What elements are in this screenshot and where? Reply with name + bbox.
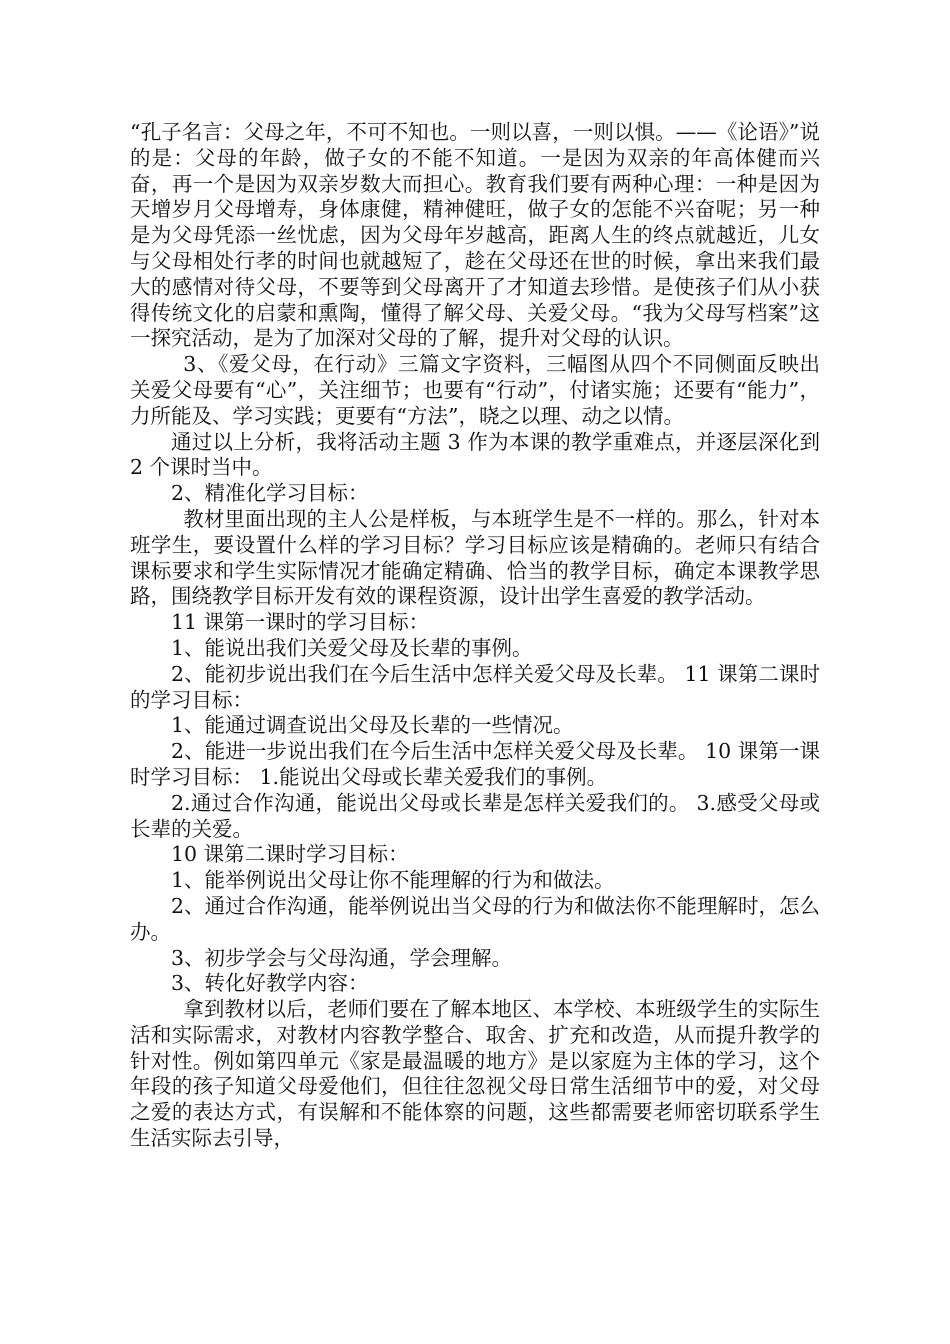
paragraph-love-parents-action: 3、《爱父母，在行动》三篇文字资料，三幅图从四个不同侧面反映出关爱父母要有“心”，关注细节；也要有“行动”，付诸实施；还要有“能力”，力所能及、学习实践；更要有“方法”，晓之以理、动之以情。: [130, 352, 820, 428]
paragraph-analysis-summary: 通过以上分析，我将活动主题 3 作为本课的教学重难点，并逐层深化到 2 个课时当中。: [130, 429, 820, 480]
heading-transform-content: 3、转化好教学内容：: [171, 971, 369, 996]
paragraph-confucius-quote: “孔子名言：父母之年，不可不知也。一则以喜，一则以惧。——《论语》”说的是：父母的年龄，做子女的不能不知道。一是因为双亲的年高体健而兴奋，再一个是因为双亲岁数大而担心。教育我们要有两种心理：一种是因为天增岁月父母增寿，身体康健，精神健旺，做子女的怎能不兴奋呢；另一种是为父母凭添一丝忧虑，因为父母年岁越高，距离人生的终点就越近，儿女与父母相处行孝的时间也就越短了，趁在父母还在世的时候，拿出来我们最大的感情对待父母，不要等到父母离开了才知道去珍惜。是使孩子们从小获得传统文化的启蒙和熏陶，懂得了解父母、关爱父母。“我为父母写档案”这一探究活动，是为了加深对父母的了解，提升对父母的认识。: [130, 120, 820, 351]
paragraph-goals-explanation: 教材里面出现的主人公是样板，与本班学生是不一样的。那么，针对本班学生，要设置什么样的学习目标？学习目标应该是精确的。老师只有结合课标要求和学生实际情况才能确定精确、恰当的教学目标，确定本课教学思路，围绕教学目标开发有效的课程资源，设计出学生喜爱的教学活动。: [130, 506, 820, 609]
list-item-goal: 2.通过合作沟通，能说出父母或长辈是怎样关爱我们的。 3.感受父母或长辈的关爱。: [130, 790, 820, 841]
list-item-goal: 2、能进一步说出我们在今后生活中怎样关爱父母及长辈。 10 课第一课时学习目标： 1.能说出父母或长辈关爱我们的事例。: [130, 739, 820, 789]
list-item-goal: 2、能初步说出我们在今后生活中怎样关爱父母及长辈。 11 课第二课时的学习目标：: [130, 661, 820, 712]
heading-lesson11-period1: 11 课第一课时的学习目标：: [171, 610, 430, 635]
list-item-goal: 1、能举例说出父母让你不能理解的行为和做法。: [171, 868, 615, 893]
document-body: [130, 120, 820, 1152]
list-item-goal: 1、能说出我们关爱父母及长辈的事例。: [171, 635, 533, 660]
heading-precise-goals: 2、精准化学习目标：: [171, 481, 369, 506]
list-item-goal: 2、通过合作沟通，能举例说出当父母的行为和做法你不能理解时，怎么办。: [130, 893, 820, 944]
paragraph-textbook-adaptation: 拿到教材以后，老师们要在了解本地区、本学校、本班级学生的实际生活和实际需求，对教材内容教学整合、取舍、扩充和改造，从而提升教学的针对性。例如第四单元《家是最温暖的地方》是以家庭为主体的学习，这个年段的孩子知道父母爱他们，但往往忽视父母日常生活细节中的爱，对父母之爱的表达方式，有误解和不能体察的问题，这些都需要老师密切联系学生生活实际去引导，: [130, 997, 820, 1151]
heading-lesson10-period2: 10 课第二课时学习目标：: [171, 842, 409, 867]
list-item-goal: 1、能通过调查说出父母及长辈的一些情况。: [171, 713, 574, 738]
list-item-goal: 3、初步学会与父母沟通，学会理解。: [171, 945, 513, 970]
